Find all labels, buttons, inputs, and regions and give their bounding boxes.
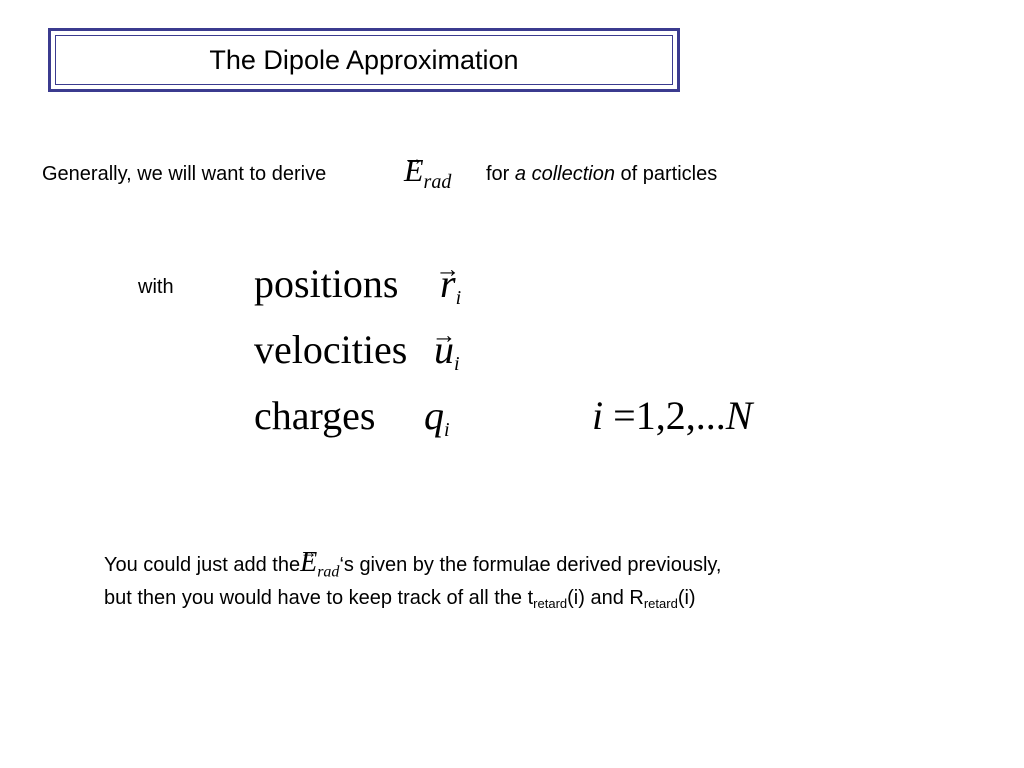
- e-rad-inline: [300, 547, 340, 581]
- collection-emphasis: a collection: [514, 163, 615, 185]
- slide-title: The Dipole Approximation: [209, 44, 519, 75]
- u-subscript: i: [454, 353, 460, 375]
- r-sub: retard: [643, 595, 678, 611]
- intro-tail: [486, 160, 717, 188]
- para-part1: You could just add the: [104, 554, 301, 576]
- q-letter: q: [424, 393, 444, 438]
- r-subscript: i: [455, 287, 462, 309]
- row-word: velocities: [254, 327, 408, 372]
- row-velocities: [254, 328, 407, 372]
- t-base: t: [527, 586, 534, 609]
- for-word: for: [486, 163, 515, 185]
- e-vector: → E: [404, 152, 424, 188]
- e-inline-subscript: rad: [317, 563, 340, 581]
- r-arg: (i): [677, 586, 696, 609]
- r-vector: → r: [440, 262, 456, 306]
- row-word: positions: [254, 261, 399, 306]
- title-box: [48, 28, 680, 92]
- r-base: R: [629, 586, 644, 609]
- intro-lead: Generally, we will want to derive: [42, 163, 327, 185]
- symbol-r: [440, 262, 461, 320]
- row-charges: [254, 394, 375, 438]
- t-sub: retard: [533, 595, 568, 611]
- q-subscript: i: [444, 419, 450, 441]
- u-symbol: [434, 327, 460, 375]
- u-vector: → u: [434, 328, 454, 372]
- index-values: 1,2,...: [635, 393, 726, 438]
- index-equals: =: [613, 393, 636, 438]
- t-arg: (i) and: [567, 586, 630, 609]
- e-rad-symbol: [404, 152, 451, 200]
- row-positions: [254, 262, 398, 306]
- e-subscript: rad: [423, 171, 452, 193]
- explanation-paragraph: [104, 547, 744, 618]
- r-symbol: [440, 261, 462, 309]
- index-var: i: [592, 393, 604, 438]
- e-inline-vector: → E: [300, 553, 317, 573]
- with-label: with: [138, 276, 174, 298]
- q-symbol: [424, 393, 450, 441]
- para-part2: ‘s given by the formulae derived previously, but then you would have to keep track of all the: [104, 554, 722, 609]
- index-upper: N: [725, 393, 753, 438]
- intro-end: of particles: [614, 163, 718, 185]
- title-inner-border: [55, 35, 673, 85]
- row-word: charges: [254, 393, 376, 438]
- index-range: [592, 394, 752, 438]
- symbol-u: [434, 328, 460, 386]
- symbol-q: [424, 394, 450, 452]
